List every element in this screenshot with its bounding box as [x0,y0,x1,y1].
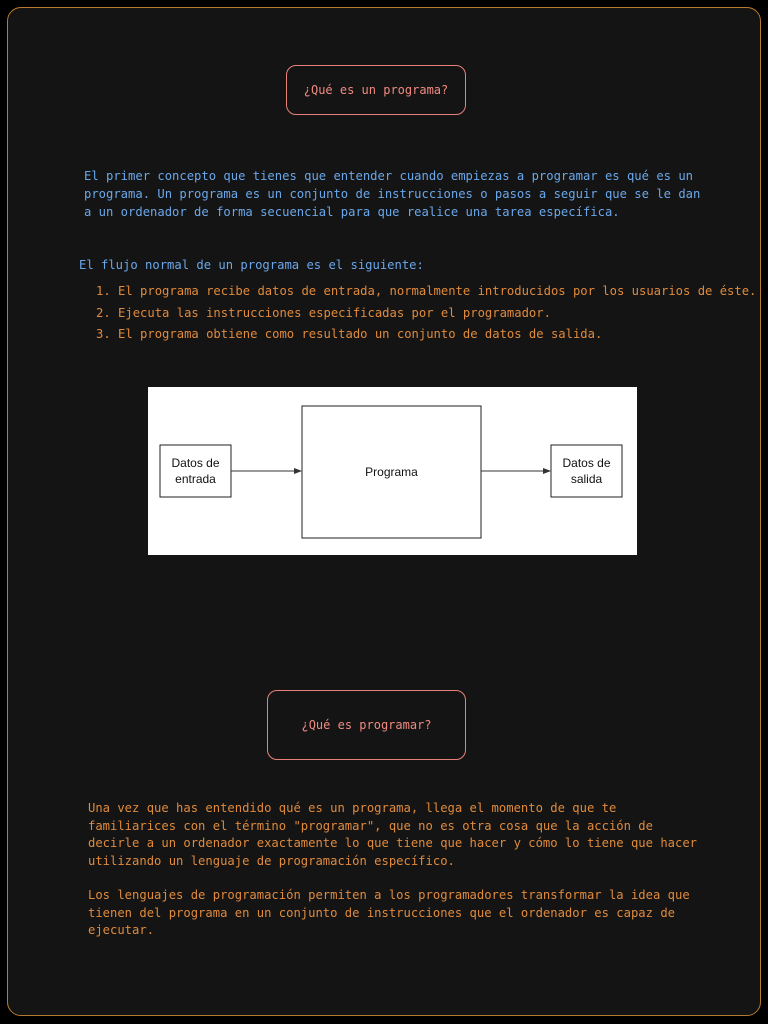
output-label-line1: Datos de [562,456,611,470]
section-title-programming [267,690,466,760]
section-title-program [286,65,466,115]
step-text: El programa recibe datos de entrada, normalmente introducidos por los usuarios de éste. [118,284,757,298]
step-number: 3. [96,327,111,341]
flow-step [96,304,756,326]
input-box [160,445,231,497]
program-flow-diagram [148,387,637,555]
step-text: Ejecuta las instrucciones especificadas por el programador. [118,305,551,320]
program-box [302,406,481,538]
step-text: El programa obtiene como resultado un conjunto de datos de salida. [118,327,603,341]
flow-steps-list [96,282,756,347]
output-label-line2: salida [570,472,603,486]
step-number: 2. [96,305,111,320]
section-title-program-text: ¿Qué es un programa? [303,83,449,97]
step-number: 1. [96,284,111,298]
input-label-line2: entrada [175,472,216,486]
input-label-line1: Datos de [171,456,220,470]
program-label: Programa [365,465,418,479]
flow-intro: El flujo normal de un programa es el siguiente: [79,258,424,272]
programming-paragraph-2: Los lenguajes de programación permiten a los programadores transformar la idea que tienen del programa en un conjunto de instrucciones que el ordenador es capaz de ejecutar. [88,888,690,937]
flow-step [96,325,756,347]
output-box [551,445,622,497]
intro-paragraph: El primer concepto que tienes que entender cuando empiezas a programar es qué es un programa. Un programa es un conjunto de instrucciones o pasos a seguir que se le dan a un ordenador de forma secuencial para que realice una tarea específica. [84,169,701,219]
flow-step [96,282,756,304]
section-title-programming-text: ¿Qué es programar? [301,718,432,732]
programming-paragraph-1: Una vez que has entendido qué es un programa, llega el momento de que te familiarices con el término "programar", que no es otra cosa que la acción de decirle a un ordenador exactamente lo que tiene que hacer y cómo lo tiene que hacer utilizando un lenguaje de programación específico. [88,801,698,868]
